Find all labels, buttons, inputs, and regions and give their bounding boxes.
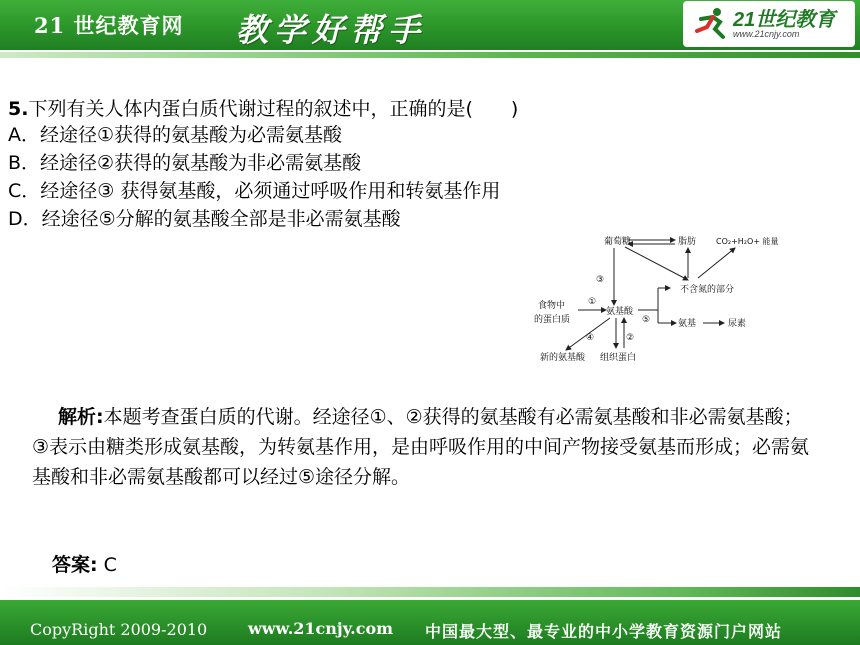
label-path4: ④: [586, 333, 595, 343]
node-energy: CO₂+H₂O+ 能量: [716, 237, 779, 246]
node-amino-group: 氨基: [678, 319, 697, 329]
node-urea: 尿素: [728, 319, 747, 329]
node-glucose: 葡萄糖: [604, 237, 632, 247]
footer-url-link[interactable]: www.21cnjy.com: [248, 619, 394, 638]
label-path5: ⑤: [642, 315, 651, 325]
analysis-text: 本题考查蛋白质的代谢。经途径①、②获得的氨基酸有必需氨基酸和非必需氨基酸；③表示由糖类形成氨基酸，为转氨基作用，是由呼吸作用的中间产物接受氨基而形成；必需氨基酸和非必需氨基酸都可以经过⑤途径分解。: [32, 406, 810, 488]
logo-url: www.21cnjy.com: [733, 29, 800, 39]
site-logo[interactable]: [683, 1, 855, 47]
option-d[interactable]: D．经途径⑤分解的氨基酸全部是非必需氨基酸: [8, 208, 401, 230]
header-bar: [0, 0, 860, 50]
answer-value: C: [97, 554, 117, 576]
node-fat: 脂肪: [678, 237, 697, 247]
question-text: 下列有关人体内蛋白质代谢过程的叙述中，正确的是( ): [28, 98, 519, 120]
option-c[interactable]: C．经途径③ 获得氨基酸，必须通过呼吸作用和转氨基作用: [8, 180, 501, 202]
header-slogan: 教学好帮手: [236, 11, 427, 49]
label-path1: ①: [588, 297, 597, 307]
node-new-amino-acid: 新的氨基酸: [540, 353, 586, 363]
footer-tagline: 中国最大型、最专业的中小学教育资源门户网站: [425, 622, 783, 641]
answer-line: [52, 550, 117, 577]
analysis-paragraph: [32, 402, 812, 492]
node-food-protein-line1: 食物中: [538, 301, 566, 311]
analysis-lead: 解析:: [58, 406, 104, 428]
header-divider: [0, 52, 860, 58]
question-number: 5.: [8, 98, 29, 120]
footer-bar: [0, 600, 860, 645]
label-path2: ②: [626, 333, 635, 343]
label-path3: ③: [596, 275, 605, 285]
node-tissue-protein: 组织蛋白: [600, 353, 637, 363]
logo-name: 21世纪教育: [733, 9, 836, 31]
option-a[interactable]: A．经途径①获得的氨基酸为必需氨基酸: [8, 124, 343, 146]
footer-divider: [0, 587, 860, 597]
runner-icon: [693, 7, 729, 41]
question-stem: [8, 96, 518, 123]
footer-copyright: CopyRight 2009-2010: [30, 620, 208, 639]
answer-lead: 答案:: [52, 554, 98, 576]
node-amino-acid: 氨基酸: [606, 307, 634, 317]
node-non-nitrogen: 不含氮的部分: [680, 285, 735, 295]
site-name: 21 世纪教育网: [34, 13, 184, 38]
node-food-protein-line2: 的蛋白质: [534, 315, 571, 325]
option-b[interactable]: B．经途径②获得的氨基酸为非必需氨基酸: [8, 152, 362, 174]
protein-metabolism-diagram: [530, 230, 790, 370]
